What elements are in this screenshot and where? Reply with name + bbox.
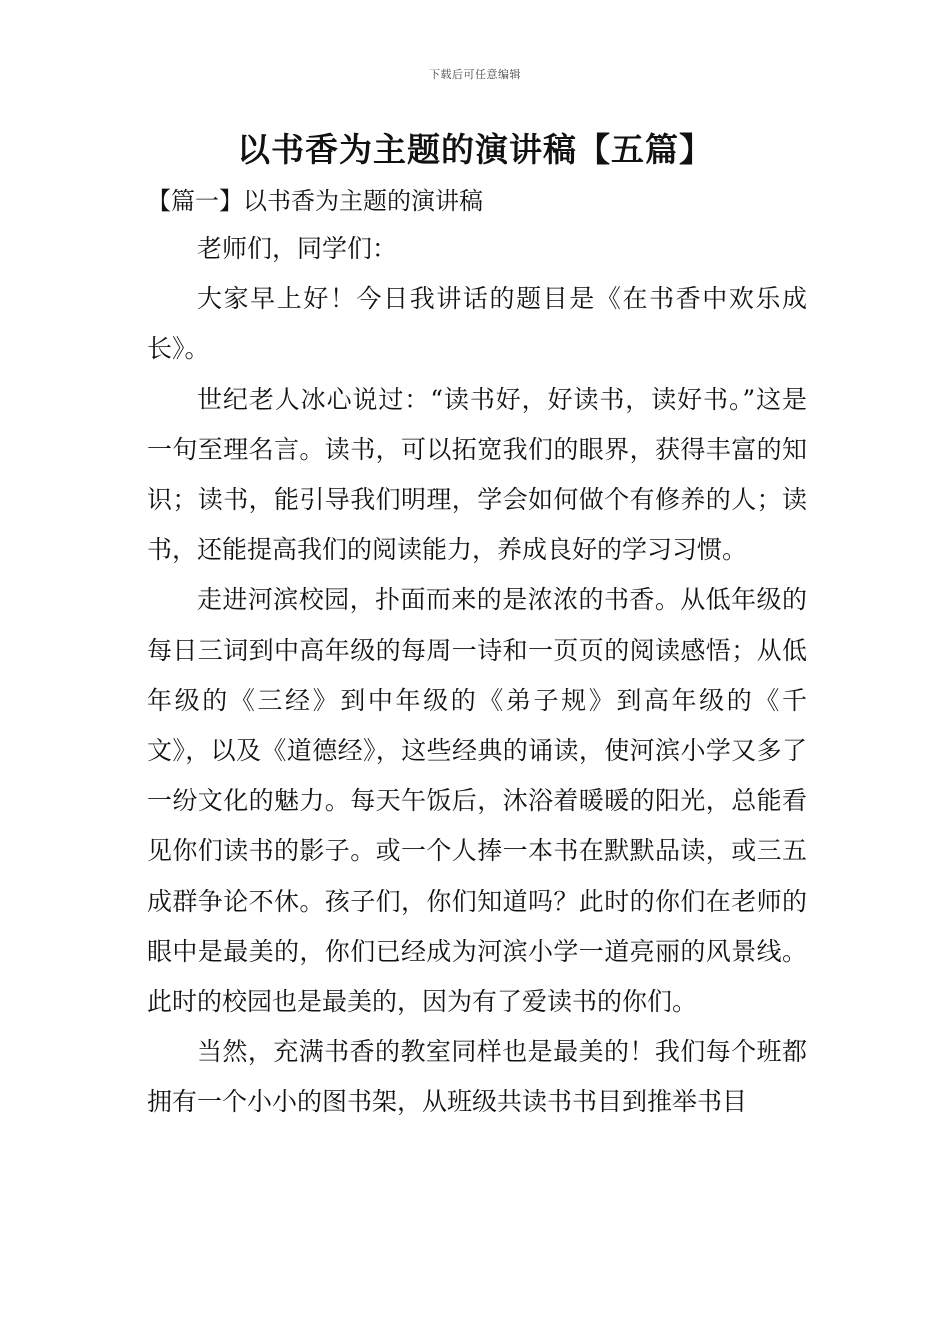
paragraph-quote: 世纪老人冰心说过：“读书好，好读书，读好书。”这是一句至理名言。读书，可以拓宽我们的眼界，获得丰富的知识；读书，能引导我们明理，学会如何做个有修养的人；读书，还能提高我们的阅读能力，养成良好的学习习惯。 [147, 384, 807, 565]
section-heading: 【篇一】以书香为主题的演讲稿 [147, 187, 483, 215]
header-note: 下载后可任意编辑 [429, 68, 521, 81]
body-text [147, 224, 807, 1128]
paragraph-greeting: 老师们，同学们： [197, 234, 398, 263]
paragraph-campus: 走进河滨校园，扑面而来的是浓浓的书香。从低年级的每日三词到中高年级的每周一诗和一页页的阅读感悟；从低年级的《三经》到中年级的《弟子规》到高年级的《千文》，以及《道德经》，这些经典的诵读，使河滨小学又多了一纷文化的魅力。每天午饭后，沐浴着暖暖的阳光，总能看见你们读书的影子。或一个人捧一本书在默默品读，或三五成群争论不休。孩子们，你们知道吗？此时的你们在老师的眼中是最美的，你们已经成为河滨小学一道亮丽的风景线。此时的校园也是最美的，因为有了爱读书的你们。 [147, 585, 807, 1017]
paragraph-intro: 大家早上好！今日我讲话的题目是《在书香中欢乐成长》。 [147, 284, 807, 364]
document-title: 以书香为主题的演讲稿【五篇】 [237, 130, 713, 169]
paragraph-classroom: 当然，充满书香的教室同样也是最美的！我们每个班都拥有一个小小的图书架，从班级共读书书目到推举书目 [147, 1037, 807, 1117]
